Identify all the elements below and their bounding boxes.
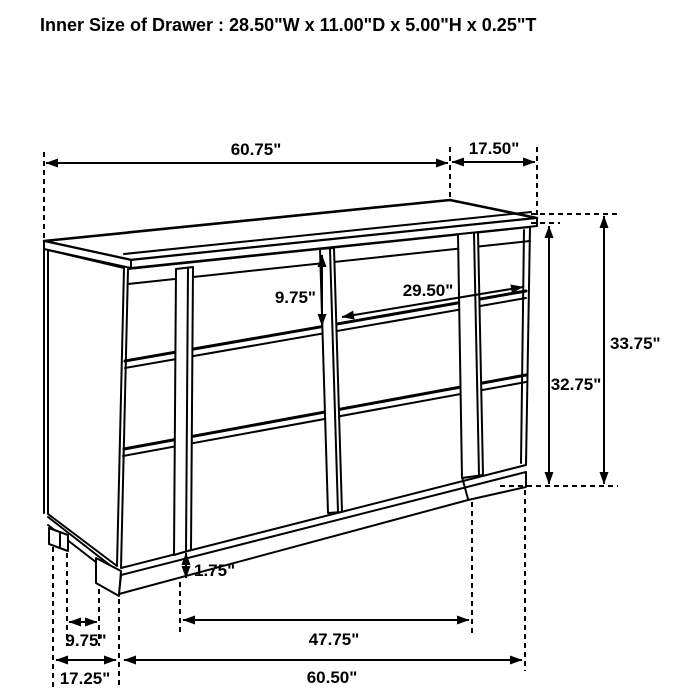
diagram-title: Inner Size of Drawer : 28.50"W x 11.00"D x 5.00"H x 0.25"T: [40, 15, 537, 35]
dim-case-height: [549, 226, 601, 484]
dim-drawer-width-label: 29.50": [402, 281, 454, 300]
dim-top-width: [46, 140, 448, 163]
left-side-panel: [44, 243, 124, 580]
dim-top-depth-label: 17.50": [468, 139, 520, 158]
dim-base-depth: [56, 660, 116, 688]
dresser-drawing: [44, 200, 537, 596]
right-pillar: [458, 232, 483, 478]
dim-foot-spacing-label: 9.75": [65, 631, 107, 650]
dim-bottom-width-label: 60.50": [306, 668, 358, 687]
dim-base-width-label: 47.75": [308, 630, 360, 649]
dim-base-width: [183, 620, 469, 649]
dim-bottom-width: [124, 660, 522, 687]
dim-base-depth-label: 17.25": [59, 669, 111, 688]
dim-top-depth: [452, 139, 535, 162]
dim-drawer-height-label: 9.75": [274, 288, 316, 307]
dim-top-width-label: 60.75": [230, 140, 282, 159]
left-pillar: [174, 267, 193, 555]
dim-base-height-label: 1.75": [194, 561, 236, 580]
dim-case-height-label: 32.75": [550, 375, 602, 394]
dim-overall-height: [604, 216, 661, 484]
dim-foot-spacing: [65, 622, 106, 650]
dim-overall-height-label: 33.75": [610, 334, 661, 353]
